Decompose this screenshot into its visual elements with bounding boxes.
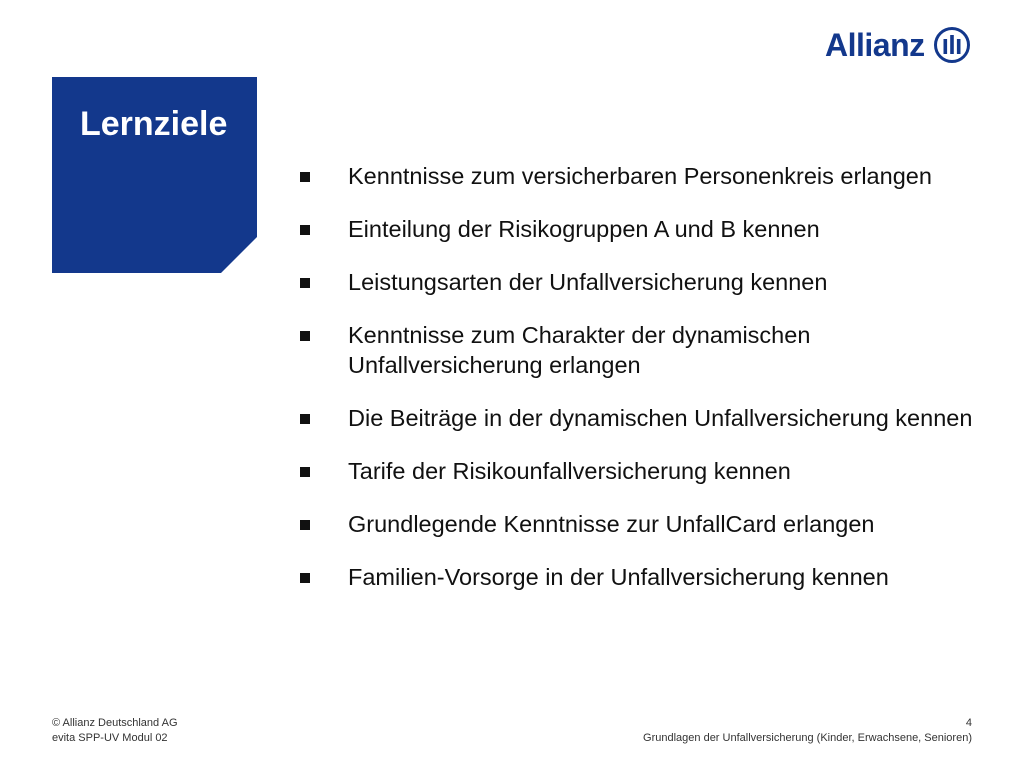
square-bullet-icon <box>300 331 310 341</box>
list-item <box>297 509 977 539</box>
square-bullet-icon <box>300 278 310 288</box>
objective-text: Leistungsarten der Unfallversicherung kennen <box>348 269 828 295</box>
list-item <box>297 320 977 380</box>
list-item <box>297 562 977 592</box>
footer-subtitle: Grundlagen der Unfallversicherung (Kinder, Erwachsene, Senioren) <box>643 732 972 744</box>
list-item <box>297 267 977 297</box>
allianz-logo <box>825 26 971 64</box>
objective-text: Familien-Vorsorge in der Unfallversicherung kennen <box>348 564 889 590</box>
list-item <box>297 214 977 244</box>
square-bullet-icon <box>300 172 310 182</box>
objective-text: Kenntnisse zum Charakter der dynamischen Unfallversicherung erlangen <box>348 322 811 378</box>
square-bullet-icon <box>300 467 310 477</box>
page-title: Lernziele <box>80 105 228 143</box>
square-bullet-icon <box>300 225 310 235</box>
list-item <box>297 161 977 191</box>
footer-module: evita SPP-UV Modul 02 <box>52 732 168 744</box>
objective-text: Tarife der Risikounfallversicherung kennen <box>348 458 791 484</box>
footer-copyright: © Allianz Deutschland AG <box>52 717 178 729</box>
objectives-list <box>297 161 977 615</box>
allianz-eagle-icon <box>933 26 971 64</box>
logo-wordmark: Allianz <box>825 27 925 63</box>
objective-text: Kenntnisse zum versicherbaren Personenkreis erlangen <box>348 163 932 189</box>
square-bullet-icon <box>300 573 310 583</box>
title-panel <box>52 77 257 273</box>
square-bullet-icon <box>300 414 310 424</box>
page-number: 4 <box>965 717 972 729</box>
objective-text: Einteilung der Risikogruppen A und B kennen <box>348 216 820 242</box>
footer-right <box>643 716 972 746</box>
list-item <box>297 456 977 486</box>
footer-left <box>52 716 178 746</box>
list-item <box>297 403 977 433</box>
square-bullet-icon <box>300 520 310 530</box>
objective-text: Grundlegende Kenntnisse zur UnfallCard erlangen <box>348 511 875 537</box>
objective-text: Die Beiträge in der dynamischen Unfallversicherung kennen <box>348 405 973 431</box>
